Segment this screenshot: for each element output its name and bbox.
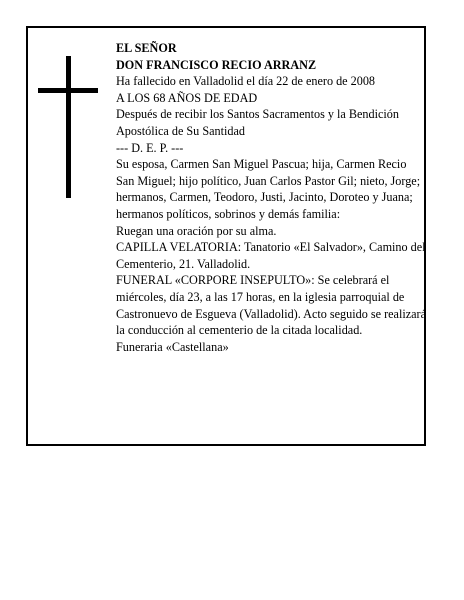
death-statement: Ha fallecido en Valladolid el día 22 de enero de 2008 <box>116 74 376 89</box>
cross-horizontal-bar <box>38 88 98 93</box>
rip-line: --- D. E. P. --- <box>116 140 184 155</box>
sacraments-statement: Después de recibir los Santos Sacramentos y la Bendición Apostólica de Su Santidad <box>116 107 399 138</box>
funeral-home: Funeraria «Castellana» <box>116 339 229 354</box>
age-statement: A LOS 68 AÑOS DE EDAD <box>116 90 258 105</box>
chapel-info: CAPILLA VELATORIA: Tanatorio «El Salvador», Camino del Cementerio, 21. Valladolid. <box>116 240 426 271</box>
deceased-name: DON FRANCISCO RECIO ARRANZ <box>116 57 317 72</box>
cross-vertical-bar <box>66 56 71 198</box>
prayer-request: Ruegan una oración por su alma. <box>116 223 277 238</box>
funeral-info: FUNERAL «CORPORE INSEPULTO»: Se celebrará el miércoles, día 23, a las 17 horas, en la iglesia parroquial de Castronuevo de Esgueva (Valladolid). Acto seguido se realizará la conducción al cementerio de la citada localidad. <box>116 273 426 338</box>
notice-title-honorific: EL SEÑOR <box>116 41 177 55</box>
family-list: Su esposa, Carmen San Miguel Pascua; hija, Carmen Recio San Miguel; hijo político, Juan Carlos Pastor Gil; nieto, Jorge; hermanos, Carmen, Teodoro, Justi, Jacinto, Doroteo y Juana; hermanos políticos, sobrinos y demás familia: <box>116 157 421 221</box>
obituary-notice <box>26 26 426 446</box>
notice-text <box>116 40 426 355</box>
cross-icon <box>38 56 98 198</box>
